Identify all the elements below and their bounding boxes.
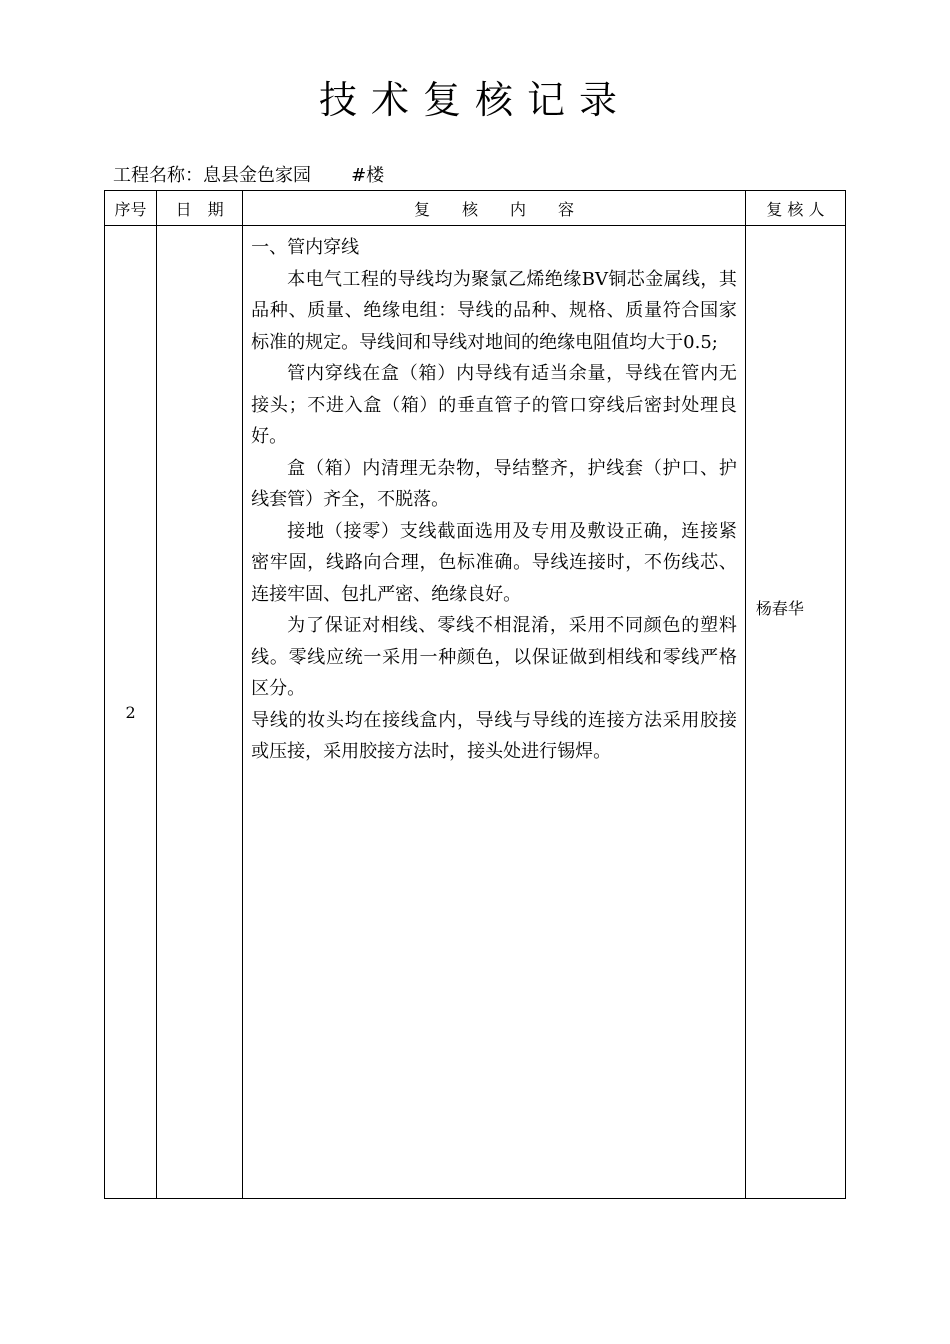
reviewer-cell [745,226,845,1199]
content-closing: 导线的妆头均在接线盒内，导线与导线的连接方法采用胶接或压接，采用胶接方法时，接头处进行锡焊。 [251,709,737,762]
project-spacer [311,165,351,186]
content-cell [243,226,746,1199]
content-heading: 一、管内穿线 [251,237,360,258]
header-row [105,191,846,226]
project-label: 工程名称： [113,165,203,186]
header-reviewer: 复 核 人 [745,191,845,226]
content-paragraph-3: 盒（箱）内清理无杂物，导结整齐，护线套（护口、护线套管）齐全，不脱落。 [251,457,737,510]
header-content: 复 核 内 容 [243,191,746,226]
content-paragraph-4: 接地（接零）支线截面选用及专用及敷设正确，连接紧密牢固，线路向合理，色标准确。导线连接时，不伤线芯、连接牢固、包扎严密、绝缘良好。 [251,520,737,605]
content-paragraph-5: 为了保证对相线、零线不相混淆，采用不同颜色的塑料线。零线应统一采用一种颜色，以保证做到相线和零线严格区分。 [251,615,737,699]
content-paragraph-1: 本电气工程的导线均为聚氯乙烯绝缘BV铜芯金属线，其品种、质量、绝缘电组：导线的品种、规格、质量符合国家标准的规定。导线间和导线对地间的绝缘电阻值均大于0.5; [251,268,737,353]
review-table [104,190,846,1199]
header-date: 日 期 [157,191,243,226]
project-line [113,163,384,189]
date-cell [157,226,243,1199]
content-paragraph-2: 管内穿线在盒（箱）内导线有适当余量，导线在管内无接头；不进入盒（箱）的垂直管子的管口穿线后密封处理良好。 [251,363,737,447]
document-title: 技术复核记录 [318,78,631,122]
reviewer-name: 杨春华 [755,599,804,618]
header-seq: 序号 [105,191,157,226]
project-name: 息县金色家园 [203,165,311,186]
table-row [105,226,846,1199]
seq-cell: 2 [105,226,157,1199]
project-building: #楼 [351,165,385,186]
